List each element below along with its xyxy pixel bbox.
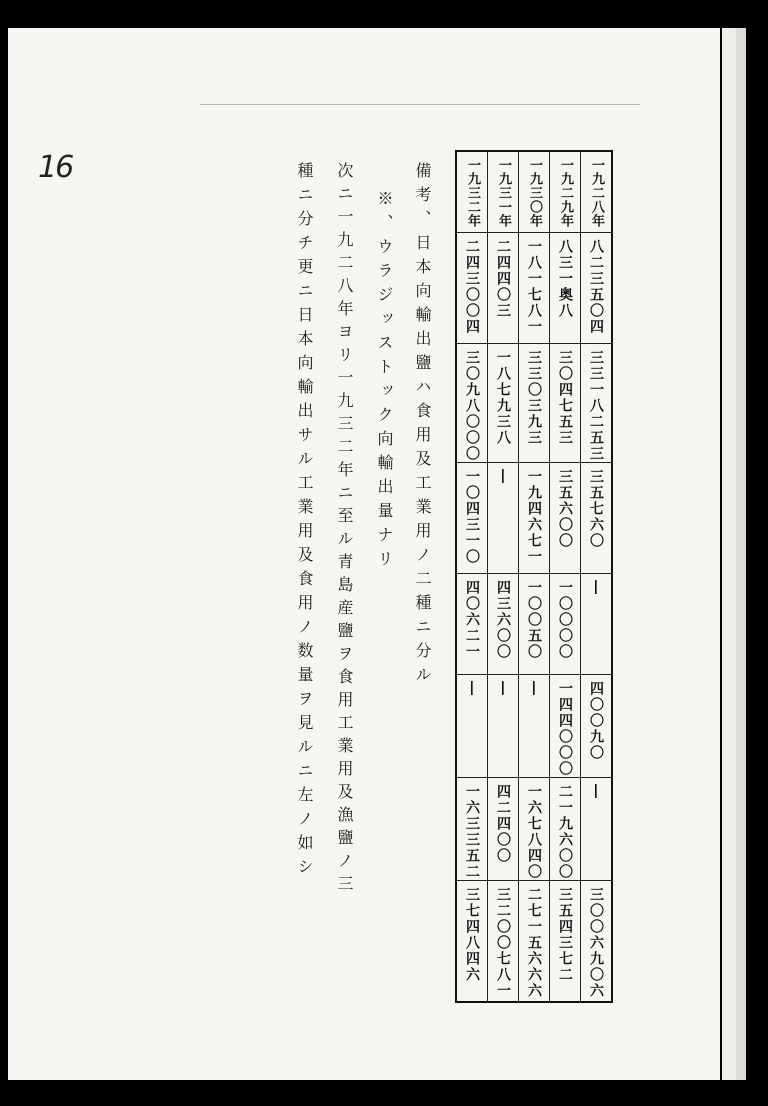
value-cell: ― (581, 574, 613, 675)
value-cell: 二一九六〇〇 (550, 778, 581, 881)
value-cell: 三五六〇〇 (550, 463, 581, 574)
note-vladivostok: ※、ウラジッストック向輸出量ナリ (375, 190, 394, 574)
value-cell: ― (488, 675, 519, 778)
value-cell: 四〇〇九〇 (581, 675, 613, 778)
value-cell: 一四四〇〇〇 (550, 675, 581, 778)
value-cell: 八二三五〇四 (581, 233, 613, 344)
value-cell: 一〇四三一〇 (456, 463, 488, 574)
value-cell: 二七一五六六六 (519, 881, 550, 1003)
value-cell: 一六三三五二 (456, 778, 488, 881)
header-rule (200, 104, 640, 105)
year-cell: 一九二九年 (550, 151, 581, 233)
value-cell: 三三一八二五三 (581, 344, 613, 463)
value-cell: 一〇〇五〇 (519, 574, 550, 675)
body-text-line-2: 種ニ分チ更ニ日本向輸出サル工業用及食用ノ数量ヲ見ルニ左ノ如シ (295, 162, 314, 882)
value-cell: 二四四〇三 (488, 233, 519, 344)
value-cell: 三〇〇六九〇六 (581, 881, 613, 1003)
value-cell: ― (581, 778, 613, 881)
value-cell: 二四三〇〇四 (456, 233, 488, 344)
value-cell: 一六七八四〇 (519, 778, 550, 881)
year-cell: 一九三一年 (488, 151, 519, 233)
salt-export-table (455, 150, 613, 1003)
body-text-line-1: 次ニ一九二八年ヨリ一九三二年ニ至ル青島産鹽ヲ食用工業用及漁鹽ノ三 (335, 162, 354, 898)
value-cell: 三五四三七二 (550, 881, 581, 1003)
value-cell: ― (456, 675, 488, 778)
value-cell: ― (519, 675, 550, 778)
year-cell: 一九三〇年 (519, 151, 550, 233)
page-number: 16 (38, 150, 73, 185)
value-cell: 一〇〇〇〇 (550, 574, 581, 675)
year-cell: 一九二八年 (581, 151, 613, 233)
value-cell: 三〇四七五三 (550, 344, 581, 463)
value-cell: 三五七六〇 (581, 463, 613, 574)
document-page (8, 28, 720, 1080)
value-cell: 三七四八四六 (456, 881, 488, 1003)
value-cell: 一九四六七一 (519, 463, 550, 574)
value-cell: 四三六〇〇 (488, 574, 519, 675)
value-cell: ― (488, 463, 519, 574)
value-cell: 一八一七八一 (519, 233, 550, 344)
value-cell: 一八七九三八 (488, 344, 519, 463)
value-cell: 三二〇〇七八一 (488, 881, 519, 1003)
value-cell: 四二四〇〇 (488, 778, 519, 881)
value-cell: 八三一奥八 (550, 233, 581, 344)
note-remark: 備考、日本向輸出鹽ハ食用及工業用ノ二種ニ分ル (413, 162, 432, 690)
year-cell: 一九三二年 (456, 151, 488, 233)
value-cell: 四〇六二一 (456, 574, 488, 675)
value-cell: 三三〇三九三 (519, 344, 550, 463)
value-cell: 三〇九八〇〇〇 (456, 344, 488, 463)
page-binding-edge (736, 28, 746, 1080)
